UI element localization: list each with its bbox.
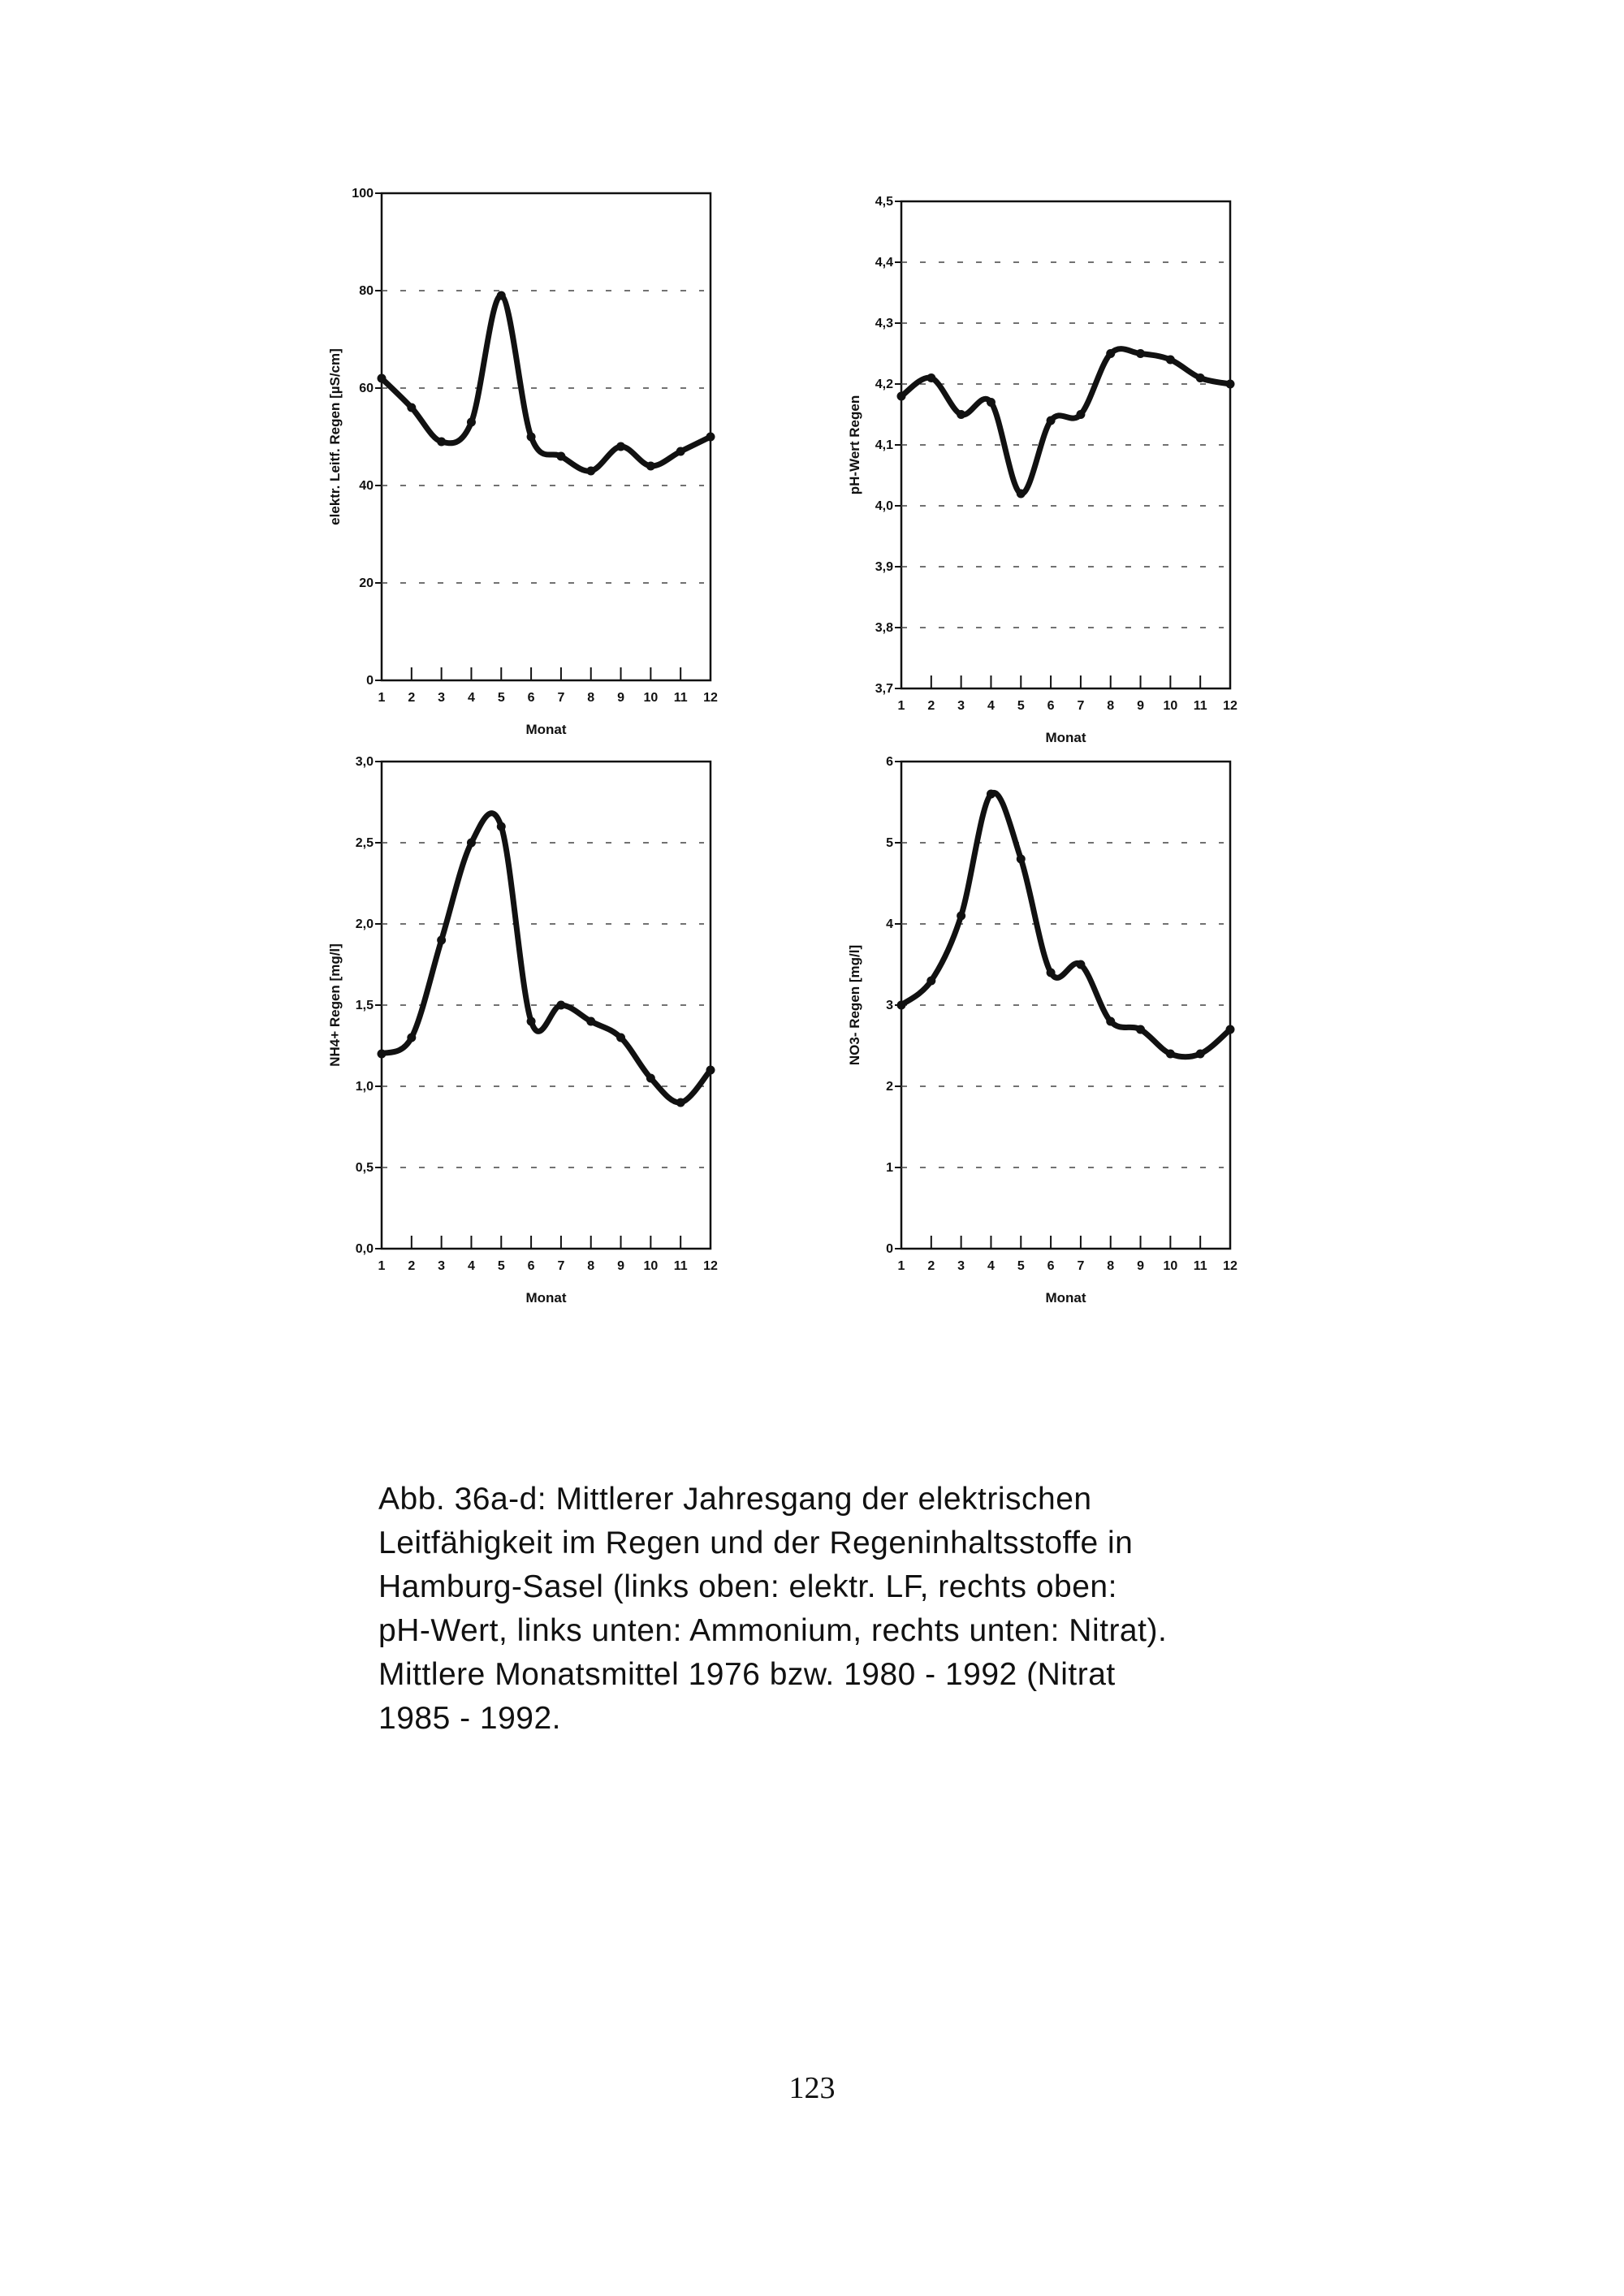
y-tick-label: 0,0 xyxy=(355,1242,374,1256)
y-tick-label: 100 xyxy=(352,187,374,201)
x-tick-label: 6 xyxy=(1047,699,1055,713)
data-point xyxy=(987,398,996,407)
y-tick-label: 2,5 xyxy=(355,836,374,850)
x-tick-label: 8 xyxy=(587,1259,595,1273)
x-axis-title: Monat xyxy=(1045,1290,1086,1306)
data-point xyxy=(467,839,476,848)
x-axis-title: Monat xyxy=(525,722,567,737)
data-point xyxy=(1106,1017,1115,1026)
x-tick-label: 12 xyxy=(703,1259,718,1273)
x-tick-label: 7 xyxy=(1077,1259,1085,1273)
y-tick-label: 3 xyxy=(886,999,893,1012)
data-point xyxy=(957,410,965,419)
data-point xyxy=(1136,1025,1145,1034)
y-tick-label: 60 xyxy=(359,382,374,395)
y-axis-title: NH4+ Regen [mg/l] xyxy=(327,943,343,1067)
data-point xyxy=(497,291,506,300)
data-point xyxy=(926,373,935,382)
chart-ph xyxy=(828,187,1250,771)
data-point xyxy=(676,447,685,456)
data-point xyxy=(1196,373,1205,382)
x-tick-label: 11 xyxy=(1193,699,1207,713)
data-point xyxy=(437,936,446,945)
y-tick-label: 3,8 xyxy=(875,621,893,635)
x-tick-label: 6 xyxy=(527,1259,535,1273)
y-tick-label: 4,5 xyxy=(875,195,893,209)
data-point xyxy=(1226,1025,1235,1034)
y-tick-label: 2,0 xyxy=(355,917,374,931)
data-point xyxy=(527,433,536,442)
series-line xyxy=(901,349,1230,494)
y-tick-label: 0,5 xyxy=(355,1161,374,1175)
x-tick-label: 9 xyxy=(1137,699,1144,713)
data-point xyxy=(378,1050,387,1059)
figure-caption xyxy=(378,1478,1337,1741)
caption-line: pH-Wert, links unten: Ammonium, rechts unten: Nitrat). xyxy=(378,1613,1168,1648)
x-tick-label: 2 xyxy=(408,1259,416,1273)
x-tick-label: 1 xyxy=(378,1259,386,1273)
y-tick-label: 0 xyxy=(366,674,374,688)
data-point xyxy=(497,822,506,831)
data-point xyxy=(1166,1050,1175,1059)
x-tick-label: 12 xyxy=(1223,1259,1237,1273)
y-tick-label: 2 xyxy=(886,1080,893,1094)
x-axis-title: Monat xyxy=(1045,730,1086,745)
plot-frame xyxy=(901,201,1230,688)
x-axis-title: Monat xyxy=(525,1290,567,1306)
x-tick-label: 4 xyxy=(987,699,995,713)
x-tick-label: 9 xyxy=(617,691,624,705)
y-tick-label: 20 xyxy=(359,576,374,590)
x-tick-label: 12 xyxy=(703,691,718,705)
x-tick-label: 5 xyxy=(1017,1259,1025,1273)
data-point xyxy=(407,404,416,412)
data-point xyxy=(1136,349,1145,358)
data-point xyxy=(646,1074,655,1083)
data-point xyxy=(1047,416,1056,425)
y-axis-title: elektr. Leitf. Regen [µS/cm] xyxy=(327,348,343,525)
data-point xyxy=(1076,960,1085,969)
x-tick-label: 11 xyxy=(1193,1259,1207,1273)
data-point xyxy=(897,392,906,401)
y-tick-label: 1,0 xyxy=(355,1080,374,1094)
plot-frame xyxy=(901,762,1230,1249)
data-point xyxy=(527,1017,536,1026)
data-point xyxy=(957,912,965,921)
x-tick-label: 5 xyxy=(497,1259,505,1273)
x-tick-label: 6 xyxy=(1047,1259,1055,1273)
data-point xyxy=(897,1001,906,1010)
x-tick-label: 6 xyxy=(527,691,535,705)
data-point xyxy=(1047,969,1056,978)
x-tick-label: 11 xyxy=(673,1259,688,1273)
y-tick-label: 3,7 xyxy=(875,682,893,696)
x-tick-label: 10 xyxy=(643,691,659,705)
chart-ammonium xyxy=(309,747,731,1331)
x-tick-label: 9 xyxy=(617,1259,624,1273)
series-line xyxy=(382,296,710,471)
x-tick-label: 8 xyxy=(1107,1259,1115,1273)
x-tick-label: 4 xyxy=(987,1259,995,1273)
data-point xyxy=(1017,855,1026,864)
y-axis-title: NO3- Regen [mg/l] xyxy=(847,944,862,1066)
y-tick-label: 4 xyxy=(886,917,893,931)
data-point xyxy=(1017,490,1026,498)
x-tick-label: 2 xyxy=(927,699,935,713)
x-tick-label: 7 xyxy=(557,691,565,705)
y-tick-label: 1 xyxy=(886,1161,893,1175)
x-tick-label: 1 xyxy=(378,691,386,705)
y-tick-label: 40 xyxy=(359,479,374,493)
x-tick-label: 4 xyxy=(468,1259,475,1273)
data-point xyxy=(616,1034,625,1042)
y-tick-label: 4,3 xyxy=(875,317,893,330)
x-tick-label: 7 xyxy=(1077,699,1085,713)
x-tick-label: 5 xyxy=(497,691,505,705)
data-point xyxy=(1226,380,1235,389)
x-tick-label: 9 xyxy=(1137,1259,1144,1273)
series-line xyxy=(901,792,1230,1056)
data-point xyxy=(616,442,625,451)
data-point xyxy=(646,462,655,471)
x-tick-label: 8 xyxy=(587,691,595,705)
x-tick-label: 1 xyxy=(897,699,905,713)
x-tick-label: 2 xyxy=(927,1259,935,1273)
y-tick-label: 3,9 xyxy=(875,560,893,574)
y-tick-label: 6 xyxy=(886,755,893,769)
data-point xyxy=(676,1098,685,1107)
caption-line: Mittlere Monatsmittel 1976 bzw. 1980 - 1992 (Nitrat xyxy=(378,1657,1116,1692)
data-point xyxy=(378,374,387,383)
data-point xyxy=(1076,410,1085,419)
caption-line: Leitfähigkeit im Regen und der Regeninhaltsstoffe in xyxy=(378,1526,1134,1560)
x-tick-label: 10 xyxy=(1163,699,1178,713)
data-point xyxy=(706,1066,715,1075)
data-point xyxy=(467,418,476,427)
y-tick-label: 4,4 xyxy=(875,256,893,270)
x-tick-label: 12 xyxy=(1223,699,1237,713)
data-point xyxy=(556,452,565,461)
y-tick-label: 1,5 xyxy=(355,999,374,1012)
caption-line: 1985 - 1992. xyxy=(378,1701,562,1736)
x-tick-label: 10 xyxy=(1163,1259,1178,1273)
y-axis-title: pH-Wert Regen xyxy=(847,395,862,495)
y-tick-label: 3,0 xyxy=(355,755,374,769)
y-tick-label: 4,0 xyxy=(875,499,893,513)
x-tick-label: 3 xyxy=(438,691,446,705)
series-line xyxy=(382,814,710,1103)
caption-line: Abb. 36a-d: Mittlerer Jahresgang der elektrischen xyxy=(378,1482,1092,1517)
x-tick-label: 11 xyxy=(673,691,688,705)
x-tick-label: 3 xyxy=(438,1259,446,1273)
x-tick-label: 5 xyxy=(1017,699,1025,713)
data-point xyxy=(1166,356,1175,365)
chart-conductivity xyxy=(309,179,731,763)
caption-line: Hamburg-Sasel (links oben: elektr. LF, rechts oben: xyxy=(378,1569,1117,1604)
data-point xyxy=(437,438,446,447)
y-tick-label: 4,1 xyxy=(875,438,893,452)
data-point xyxy=(586,1017,595,1026)
x-tick-label: 8 xyxy=(1107,699,1115,713)
data-point xyxy=(1106,349,1115,358)
y-tick-label: 80 xyxy=(359,284,374,298)
data-point xyxy=(586,467,595,476)
plot-frame xyxy=(382,762,710,1249)
x-tick-label: 7 xyxy=(557,1259,565,1273)
data-point xyxy=(706,433,715,442)
page-number: 123 xyxy=(788,2071,836,2105)
y-tick-label: 0 xyxy=(886,1242,893,1256)
y-tick-label: 4,2 xyxy=(875,378,893,391)
data-point xyxy=(926,977,935,986)
y-tick-label: 5 xyxy=(886,836,893,850)
x-tick-label: 3 xyxy=(957,699,965,713)
x-tick-label: 4 xyxy=(468,691,475,705)
data-point xyxy=(407,1034,416,1042)
x-tick-label: 3 xyxy=(957,1259,965,1273)
x-tick-label: 1 xyxy=(897,1259,905,1273)
data-point xyxy=(556,1001,565,1010)
chart-nitrate xyxy=(828,747,1250,1331)
x-tick-label: 2 xyxy=(408,691,416,705)
x-tick-label: 10 xyxy=(643,1259,659,1273)
data-point xyxy=(987,790,996,799)
data-point xyxy=(1196,1050,1205,1059)
